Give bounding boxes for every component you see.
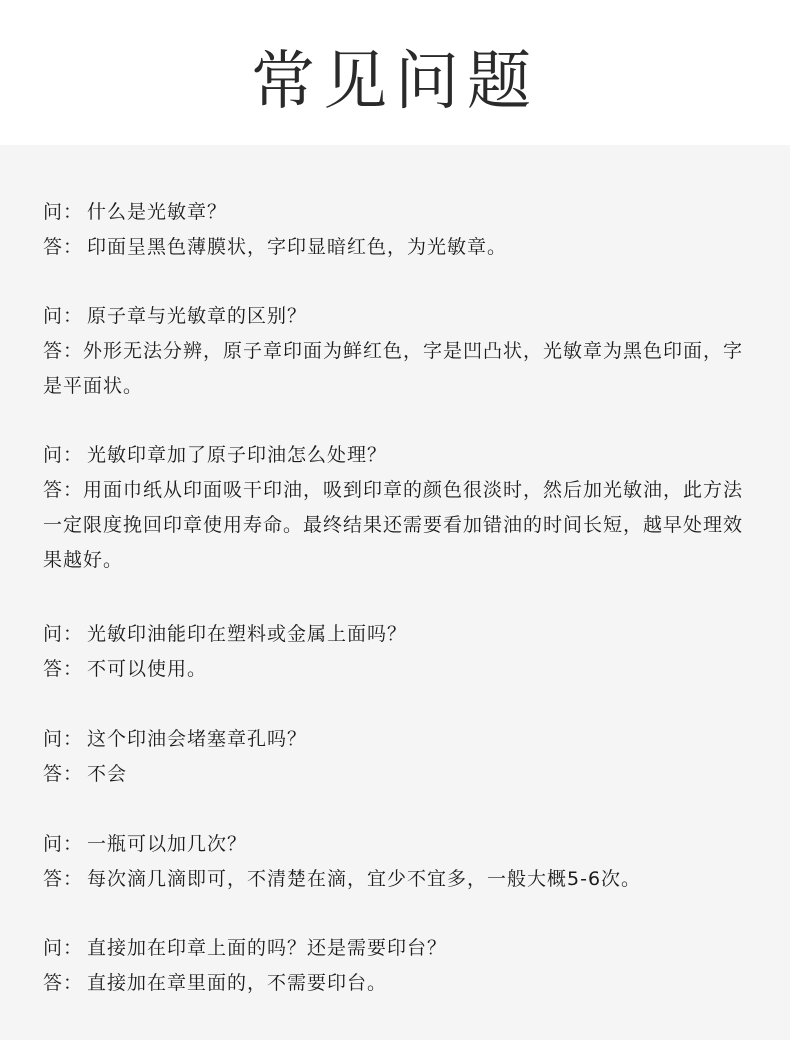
faq-item bbox=[43, 722, 750, 792]
question-prefix: 问： bbox=[43, 444, 84, 466]
faq-item bbox=[43, 617, 750, 687]
question-text: 直接加在印章上面的吗？还是需要印台？ bbox=[87, 937, 448, 959]
answer-prefix: 答： bbox=[43, 658, 84, 680]
question-prefix: 问： bbox=[43, 937, 84, 959]
question-text: 原子章与光敏章的区别？ bbox=[87, 305, 308, 327]
faq-item bbox=[43, 438, 750, 578]
page-title: 常见问题 bbox=[251, 44, 539, 119]
question-prefix: 问： bbox=[43, 305, 84, 327]
question-text: 一瓶可以加几次？ bbox=[87, 833, 248, 855]
question-text: 什么是光敏章？ bbox=[87, 201, 228, 223]
answer bbox=[43, 473, 750, 578]
answer-text: 直接加在章里面的，不需要印台。 bbox=[87, 972, 388, 994]
faq-item bbox=[43, 827, 750, 897]
question-prefix: 问： bbox=[43, 833, 84, 855]
faq-item bbox=[43, 195, 750, 265]
answer bbox=[43, 334, 750, 404]
answer-prefix: 答： bbox=[43, 763, 84, 785]
answer-prefix: 答： bbox=[43, 236, 84, 258]
answer bbox=[43, 757, 750, 792]
question-prefix: 问： bbox=[43, 728, 84, 750]
question-text: 光敏印油能印在塑料或金属上面吗？ bbox=[87, 623, 408, 645]
question bbox=[43, 827, 750, 862]
answer-prefix: 答： bbox=[43, 479, 84, 501]
question-prefix: 问： bbox=[43, 201, 84, 223]
answer-text: 不会 bbox=[87, 763, 128, 785]
answer bbox=[43, 966, 750, 1001]
question bbox=[43, 195, 750, 230]
header bbox=[0, 0, 790, 145]
question bbox=[43, 722, 750, 757]
question-text: 这个印油会堵塞章孔吗？ bbox=[87, 728, 308, 750]
answer bbox=[43, 862, 750, 897]
faq-item bbox=[43, 299, 750, 404]
faq-content bbox=[0, 145, 790, 1040]
faq-item bbox=[43, 931, 750, 1001]
question-text: 光敏印章加了原子印油怎么处理？ bbox=[87, 444, 388, 466]
question bbox=[43, 438, 750, 473]
answer-prefix: 答： bbox=[43, 972, 84, 994]
answer-text: 用面巾纸从印面吸干印油，吸到印章的颜色很淡时，然后加光敏油，此方法一定限度挽回印章使用寿命。最终结果还需要看加错油的时间长短，越早处理效果越好。 bbox=[43, 479, 744, 571]
question bbox=[43, 617, 750, 652]
answer-text: 印面呈黑色薄膜状，字印显暗红色，为光敏章。 bbox=[87, 236, 508, 258]
answer-prefix: 答： bbox=[43, 868, 84, 890]
answer-text: 每次滴几滴即可，不清楚在滴，宜少不宜多，一般大概5-6次。 bbox=[87, 868, 642, 890]
answer bbox=[43, 652, 750, 687]
question bbox=[43, 931, 750, 966]
question-prefix: 问： bbox=[43, 623, 84, 645]
answer-prefix: 答： bbox=[43, 340, 84, 362]
answer-text: 外形无法分辨，原子章印面为鲜红色，字是凹凸状，光敏章为黑色印面，字是平面状。 bbox=[43, 340, 744, 397]
answer bbox=[43, 230, 750, 265]
answer-text: 不可以使用。 bbox=[87, 658, 208, 680]
question bbox=[43, 299, 750, 334]
